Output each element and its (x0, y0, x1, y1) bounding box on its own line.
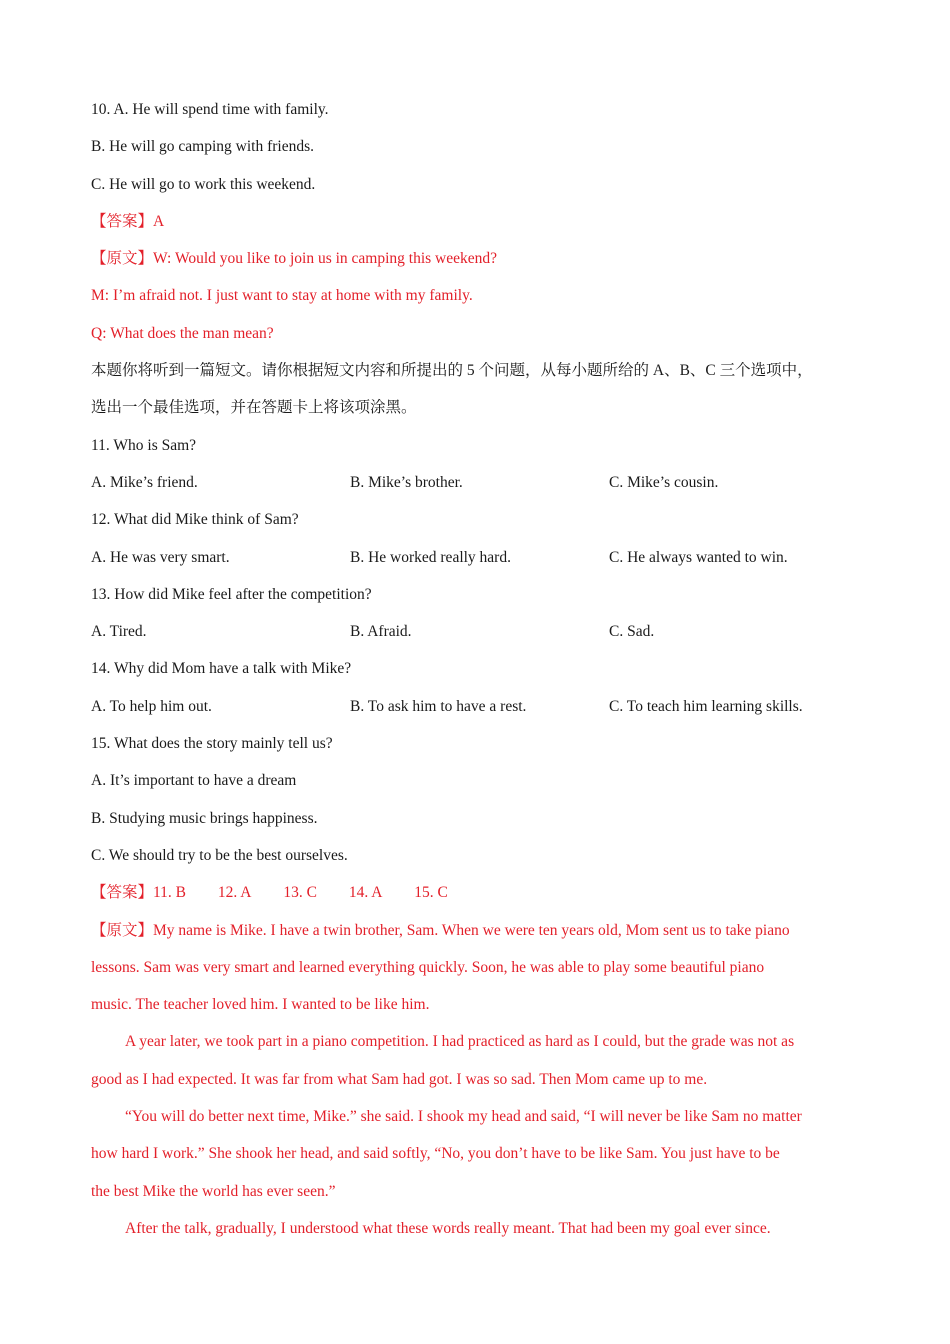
section-instructions: 选出一个最佳选项，并在答题卡上将该项涂黑。 (91, 399, 417, 417)
transcript-passage-line: After the talk, gradually, I understood what these words really meant. That had been my goal ever since. (125, 1219, 771, 1237)
question-10-transcript-line: 【原文】W: Would you like to join us in camping this weekend? (91, 250, 498, 268)
transcript-passage-line: how hard I work.” She shook her head, and said softly, “No, you don’t have to be like Sam. You just have to be (91, 1145, 780, 1163)
option-c: C. Mike’s cousin. (609, 473, 719, 491)
transcript-passage-line: 【原文】My name is Mike. I have a twin brother, Sam. When we were ten years old, Mom sent us to take piano (91, 921, 790, 939)
question-10-transcript-line: Q: What does the man mean? (91, 324, 274, 342)
option-a: A. To help him out. (91, 697, 212, 715)
transcript-passage-line: A year later, we took part in a piano competition. I had practiced as hard as I could, but the grade was not as (125, 1033, 795, 1051)
question-10-transcript-line: M: I’m afraid not. I just want to stay at home with my family. (91, 287, 473, 305)
transcript-passage-line: “You will do better next time, Mike.” she said. I shook my head and said, “I will never be like Sam no matter (125, 1108, 802, 1126)
question-14-options (91, 693, 881, 730)
transcript-passage (91, 917, 881, 1253)
question-15-stem: 15. What does the story mainly tell us? (91, 735, 333, 753)
question-10-option-b: B. He will go camping with friends. (91, 138, 314, 156)
section-instructions: 本题你将听到一篇短文。请你根据短文内容和所提出的 5 个问题，从每小题所给的 A、B、C 三个选项中， (91, 362, 813, 380)
question-12-options (91, 544, 881, 581)
transcript-passage-line: lessons. Sam was very smart and learned everything quickly. Soon, he was able to play some beautiful piano (91, 958, 765, 976)
answer-item: 12. A (217, 884, 252, 902)
answer-item: 【答案】11. B (91, 884, 187, 902)
option-b: B. To ask him to have a rest. (350, 697, 527, 715)
question-10-option-c: C. He will go to work this weekend. (91, 175, 316, 193)
option-a: A. Tired. (91, 623, 147, 641)
answer-item: 15. C (414, 884, 448, 902)
option-c: C. Sad. (609, 623, 655, 641)
option-c: C. To teach him learning skills. (609, 697, 803, 715)
question-10-answer: 【答案】A (91, 212, 165, 230)
option-b: B. Afraid. (350, 623, 412, 641)
option-c: C. He always wanted to win. (609, 548, 788, 566)
answer-item: 14. A (348, 884, 383, 902)
question-15-option-a: A. It’s important to have a dream (91, 772, 297, 790)
answer-item: 13. C (283, 884, 317, 902)
answers-11-15 (91, 879, 881, 916)
question-15-option-b: B. Studying music brings happiness. (91, 809, 318, 827)
question-11-stem: 11. Who is Sam? (91, 436, 197, 454)
transcript-passage-line: the best Mike the world has ever seen.” (91, 1182, 336, 1200)
question-14-stem: 14. Why did Mom have a talk with Mike? (91, 660, 352, 678)
option-a: A. He was very smart. (91, 548, 230, 566)
transcript-passage-line: good as I had expected. It was far from what Sam had got. I was so sad. Then Mom came up to me. (91, 1070, 708, 1088)
option-b: B. Mike’s brother. (350, 473, 463, 491)
question-15-option-c: C. We should try to be the best ourselves. (91, 846, 348, 864)
question-10-stem: 10. A. He will spend time with family. (91, 101, 329, 118)
question-12-stem: 12. What did Mike think of Sam? (91, 511, 299, 529)
transcript-passage-line: music. The teacher loved him. I wanted to be like him. (91, 996, 430, 1014)
question-11-options (91, 469, 881, 506)
question-13-options (91, 618, 881, 655)
page-content (91, 96, 881, 1252)
option-b: B. He worked really hard. (350, 548, 511, 566)
question-13-stem: 13. How did Mike feel after the competition? (91, 585, 372, 603)
option-a: A. Mike’s friend. (91, 473, 198, 491)
